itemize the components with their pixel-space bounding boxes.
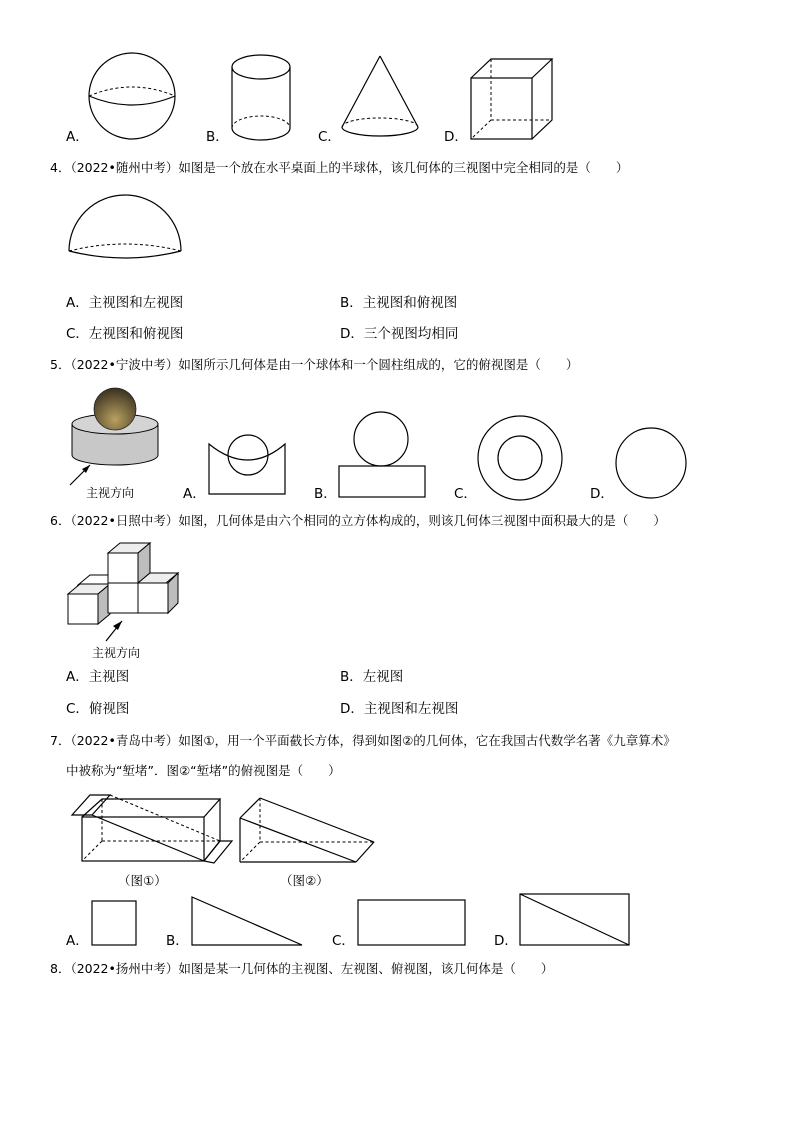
sphere-on-cylinder-icon xyxy=(70,387,162,487)
q5-option-b-label[interactable]: B． xyxy=(314,486,337,502)
cube-icon xyxy=(470,58,554,144)
q5-option-a-figure xyxy=(207,434,287,498)
cone-icon xyxy=(340,55,422,140)
q5-option-c-label[interactable]: C． xyxy=(454,486,477,502)
q5-option-b-figure xyxy=(338,411,428,499)
q6-option-d[interactable]: D．主视图和左视图 xyxy=(340,701,459,717)
q7-option-d-figure xyxy=(519,893,631,947)
q4-option-b[interactable]: B．主视图和俯视图 xyxy=(340,295,458,311)
q7-option-c-figure xyxy=(357,899,467,947)
q4-option-c[interactable]: C．左视图和俯视图 xyxy=(66,326,184,342)
q3-option-b-label[interactable]: B． xyxy=(206,129,229,145)
q5-option-a-label[interactable]: A． xyxy=(183,486,206,502)
q7-option-a-figure xyxy=(91,900,139,948)
q6-option-a[interactable]: A．主视图 xyxy=(66,669,130,685)
q5-direction-label: 主视方向 xyxy=(86,486,135,500)
q7-stem-line1: 7．（2022•青岛中考）如图①，用一个平面截长方体，得到如图②的几何体，它在我国古代数学名著《九章算术》 xyxy=(50,733,676,748)
q6-direction-label: 主视方向 xyxy=(92,646,141,660)
sphere-icon xyxy=(88,52,188,144)
q4-option-d[interactable]: D．三个视图均相同 xyxy=(340,326,459,342)
q4-option-a[interactable]: A．主视图和左视图 xyxy=(66,295,184,311)
q6-option-b[interactable]: B．左视图 xyxy=(340,669,404,685)
q7-figure-1 xyxy=(70,793,236,865)
q7-stem-line2: 中被称为“堑堵”．图②“堑堵”的俯视图是（ ） xyxy=(66,763,341,778)
cylinder-icon xyxy=(231,54,295,144)
q7-figure-2 xyxy=(238,796,378,868)
q7-option-b-figure xyxy=(191,896,305,948)
q5-stem: 5．（2022•宁波中考）如图所示几何体是由一个球体和一个圆柱组成的，它的俯视图是（ ） xyxy=(50,357,579,372)
stacked-cubes-icon xyxy=(66,543,182,653)
q7-option-c-label[interactable]: C． xyxy=(332,933,355,949)
q7-option-b-label[interactable]: B． xyxy=(166,933,189,949)
q7-option-a-label[interactable]: A． xyxy=(66,933,89,949)
q8-stem: 8．（2022•扬州中考）如图是某一几何体的主视图、左视图、俯视图，该几何体是（ ） xyxy=(50,961,554,976)
q5-option-d-label[interactable]: D． xyxy=(590,486,614,502)
q5-option-c-figure xyxy=(477,415,563,501)
q7-fig1-caption: （图①） xyxy=(118,873,167,888)
q5-option-d-figure xyxy=(615,427,689,501)
q4-stem: 4．（2022•随州中考）如图是一个放在水平桌面上的半球体，该几何体的三视图中完全相同的是（ ） xyxy=(50,160,629,175)
q3-option-d-label[interactable]: D． xyxy=(444,129,468,145)
q3-option-c-label[interactable]: C． xyxy=(318,129,341,145)
q7-fig2-caption: （图②） xyxy=(280,873,329,888)
hemisphere-icon xyxy=(68,193,184,259)
q3-option-a-label[interactable]: A． xyxy=(66,129,89,145)
q7-option-d-label[interactable]: D． xyxy=(494,933,518,949)
q6-option-c[interactable]: C．俯视图 xyxy=(66,701,130,717)
q6-stem: 6．（2022•日照中考）如图，几何体是由六个相同的立方体构成的，则该几何体三视图中面积最大的是（ ） xyxy=(50,513,666,528)
